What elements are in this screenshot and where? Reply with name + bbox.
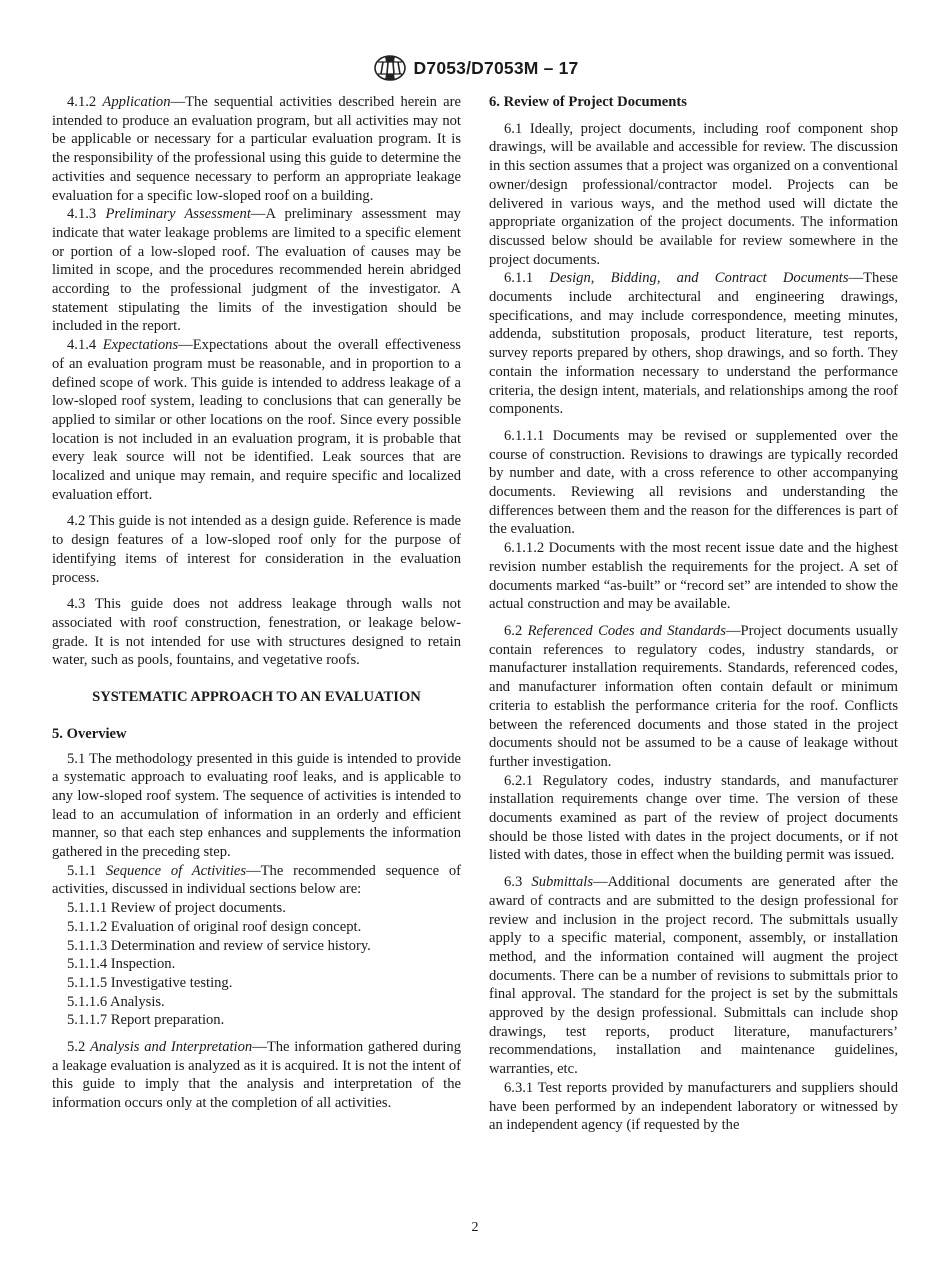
list-item: 5.1.1.6 Analysis. xyxy=(67,993,165,1010)
paragraph-4-2: 4.2 This guide is not intended as a design guide. Reference is made to design features of a low-sloped roof only for the purpose of identifying items of interest for consideration in the evaluation process. xyxy=(52,513,461,586)
right-column xyxy=(489,93,898,1135)
paragraph-4-1-2: 4.1.2 Application—The sequential activities described herein are intended to produce an evaluation program, but all activities may not be applicable or necessary for a particular evaluation program. It is the responsibility of the professional using this guide to determine the activities and sequence necessary to perform an appropriate leakage evaluation for a specific low-sloped roof on a building. xyxy=(52,94,461,204)
section-6-heading: 6. Review of Project Documents xyxy=(489,94,687,110)
page-number: 2 xyxy=(471,1220,479,1235)
standard-designation: D7053/D7053M – 17 xyxy=(413,57,579,78)
paragraph-4-1-4: 4.1.4 Expectations—Expectations about the overall effectiveness of an evaluation program must be reasonable, and in proportion to a defined scope of work. This guide is intended to address leakage of a low-sloped roof system, leading to conclusions that can generally be applied to similar or other locations on the roof. Since every possible location is not included in an evaluation program, it is probable that every leak source will not be identified. Leak sources that are localized and unique may remain, and require specific and localized evaluation effort. xyxy=(52,337,461,503)
list-item: 5.1.1.2 Evaluation of original roof design concept. xyxy=(67,918,362,935)
paragraph-6-3-1: 6.3.1 Test reports provided by manufacturers and suppliers should have been performed by an independent laboratory or witnessed by an independent agency (if requested by the xyxy=(489,1079,898,1134)
part-heading: SYSTEMATIC APPROACH TO AN EVALUATION xyxy=(92,689,421,706)
paragraph-6-2-1: 6.2.1 Regulatory codes, industry standards, and manufacturer installation requirements change over time. The version of these documents examined as part of the review of project documents should be those listed with dates in the project documents, or if not listed with dates, those in effect when the building permit was issued. xyxy=(489,772,898,864)
paragraph-6-3: 6.3 Submittals—Additional documents are generated after the award of contracts and are submitted to the design professional for review and inclusion in the project record. The submittals usually apply to a specific material, component, assembly, or installation method, and the information contained will augment the project documents. There can be a number of revisions to submittals prior to final approval. The standard for the project is set by the submittals approved by the design professional. Submittals can include shop drawings, test reports, product literature, manufacturers’ recommendations, installation and maintenance guidelines, warranties, etc. xyxy=(489,874,898,1078)
paragraph-5-1: 5.1 The methodology presented in this guide is intended to provide a systematic approach to evaluating roof leaks, and is applicable to any low-sloped roof system. The sequence of activities is intended to lead to an accumulation of information in an orderly and efficient manner, so that each step enhances and supplements the information gathered in the preceding step. xyxy=(52,750,461,861)
section-5-heading: 5. Overview xyxy=(52,725,127,742)
paragraph-4-3: 4.3 This guide does not address leakage through walls not associated with roof construction, fenestration, or leakage below-grade. It is not intended for use with structures designed to retain water, such as pools, fountains, and vegetative roofs. xyxy=(52,596,461,669)
paragraph-5-2: 5.2 Analysis and Interpretation—The information gathered during a leakage evaluation is analyzed as it is acquired. It is not the intent of this guide to imply that the analysis and interpretation of the information occurs only at the completion of all activities. xyxy=(52,1039,462,1112)
list-item: 5.1.1.5 Investigative testing. xyxy=(67,974,233,991)
activities-list xyxy=(52,899,461,1030)
paragraph-6-1-1-2: 6.1.1.2 Documents with the most recent issue date and the highest revision number establish the requirements for the project. A set of documents marked “as-built” or “record set” are intended to show the actual construction and may be available. xyxy=(489,540,898,613)
paragraph-6-2: 6.2 Referenced Codes and Standards—Project documents usually contain references to regulatory codes, industry standards, or manufacturer installation requirements. Standards, referenced codes, and manufacturer information often contain default or minimum criteria to establish the performance criteria for the roof. Conflicts between the referenced documents and those stated in the project documents should not be assumed to be a cause of leakage without further investigation. xyxy=(489,622,898,770)
paragraph-6-1-1: 6.1.1 Design, Bidding, and Contract Documents—These documents include architectural and engineering drawings, specifications, and may include correspondence, meeting minutes, addenda, substitution proposals, product literature, test reports, survey reports prepared by others, shop drawings, and so forth. They contain the information necessary to understand the performance criteria, the design intent, materials, and relationships among the roof components. xyxy=(489,270,898,418)
left-column xyxy=(52,93,461,1113)
paragraph-6-1-1-1: 6.1.1.1 Documents may be revised or supplemented over the course of construction. Revisions to drawings are typically recorded by number and date, with a cross reference to other accompanying documents. Reviewing all revisions and understanding the differences between them and the reason for the differences is part of the evaluation. xyxy=(489,427,898,538)
list-item: 5.1.1.4 Inspection. xyxy=(67,956,176,973)
list-item: 5.1.1.3 Determination and review of service history. xyxy=(67,937,371,954)
list-item: 5.1.1.7 Report preparation. xyxy=(67,1012,225,1029)
astm-logo-icon xyxy=(372,53,408,83)
paragraph-5-1-1: 5.1.1 Sequence of Activities—The recommended sequence of activities, discussed in individual sections below are: xyxy=(52,862,461,898)
paragraph-4-1-3: 4.1.3 Preliminary Assessment—A preliminary assessment may indicate that water leakage problems are limited to a specific element or portion of a low-sloped roof. The evaluation of causes may be limited in scope, and the procedures recommended herein abridged according to the professional judgment of the investigator. A statement stipulating the limits of the investigation should be included in the report. xyxy=(52,206,461,335)
paragraph-6-1: 6.1 Ideally, project documents, including roof component shop drawings, will be available and accessible for review. The discussion in this section assumes that a project was organized on a conventional owner/design professional/contractor model. Projects can be delivered in various ways, and the method used will dictate the appropriate organization of the project documents. The information discussed below should be available for review somewhere in the project documents. xyxy=(489,120,898,268)
list-item: 5.1.1.1 Review of project documents. xyxy=(67,900,286,917)
page-header xyxy=(0,52,950,84)
